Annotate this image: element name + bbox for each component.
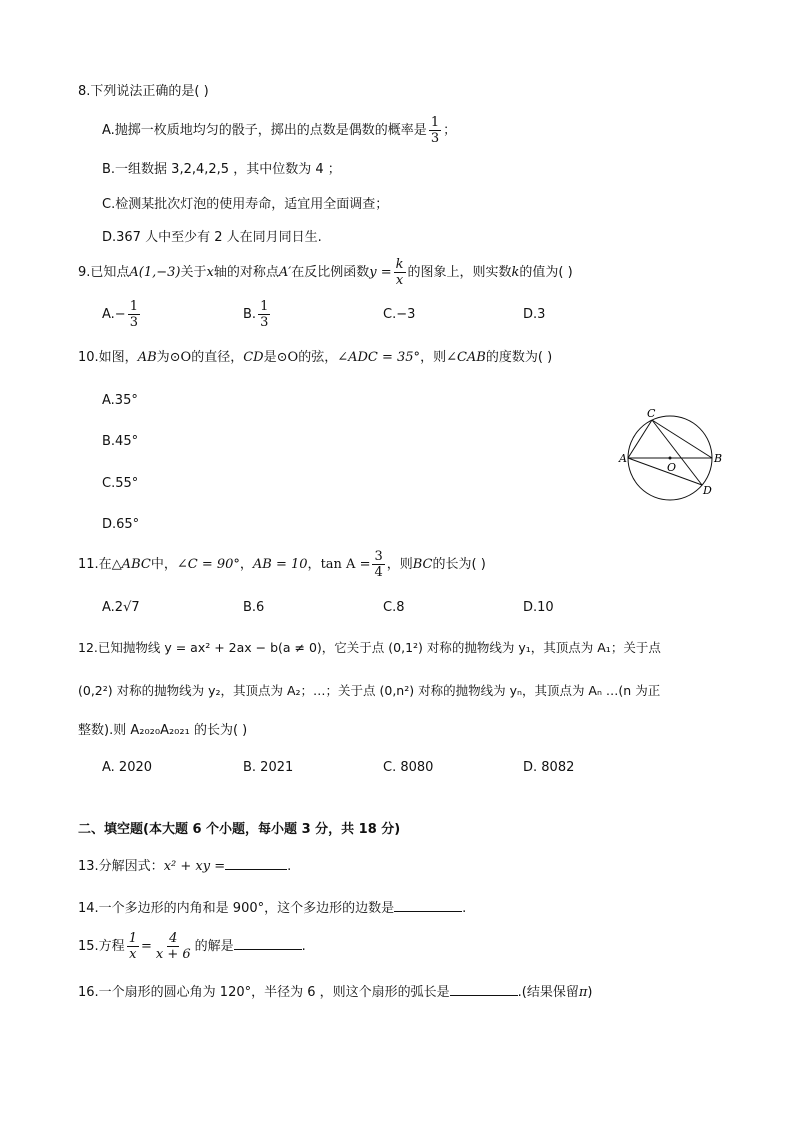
q9-k: k (511, 265, 520, 280)
segment-cb (652, 420, 712, 458)
q8-a-den: 3 (430, 131, 440, 146)
q9-stem (78, 256, 573, 290)
segment-ac (628, 420, 652, 458)
q15-mid: 的解是 (194, 939, 234, 954)
q11-tri: △ABC (111, 557, 151, 572)
q12-option-d: D. 8082 (523, 760, 575, 775)
q9-option-d: D.3 (523, 307, 546, 322)
q11-post: 的长为( ) (432, 557, 486, 572)
q16 (78, 983, 593, 1003)
label-b: B (714, 452, 723, 465)
q8-option-b: B.一组数据 3,2,4,2,5 ，其中位数为 4 ； (102, 162, 341, 177)
q9-mid4: 的图象上，则实数 (407, 265, 512, 280)
q9-option-a (102, 298, 142, 332)
label-o: O (667, 461, 677, 474)
q14 (78, 899, 466, 919)
q10-circle1: ⊙O (169, 350, 192, 365)
segment-ad (628, 458, 702, 485)
q16-close: ) (587, 985, 593, 1000)
q9-option-c: C.−3 (383, 307, 416, 322)
section-fill-in-title: 二、填空题(本大题 6 个小题，每小题 3 分，共 18 分) (78, 822, 401, 837)
q13-answer-blank[interactable] (225, 857, 287, 870)
q13-pre: 13.分解因式： (78, 859, 164, 874)
q11-stem (78, 548, 486, 582)
q14-answer-blank[interactable] (394, 899, 462, 912)
q15 (78, 930, 306, 964)
q15-right-fraction (154, 931, 193, 962)
q12-option-c: C. 8080 (383, 760, 434, 775)
q10-angle: ∠ADC = 35° (337, 350, 421, 365)
q8-option-a-fraction (429, 115, 441, 146)
q8-option-c: C.检测某批次灯泡的使用寿命，适宜用全面调查； (102, 197, 389, 212)
q9-mid1: 关于 (180, 265, 207, 280)
q15-post: . (301, 939, 306, 954)
q9-a-den: 3 (129, 315, 138, 330)
q10-mid1: 为 (156, 350, 170, 365)
q15-left-fraction (127, 931, 139, 962)
q9-mid2: 轴的对称点 (213, 265, 279, 280)
q16-pre: 16.一个扇形的圆心角为 120°，半径为 6 ，则这个扇形的弧长是 (78, 985, 450, 1000)
q11-tan-num: 3 (374, 549, 383, 564)
q9-axis: x (206, 265, 214, 280)
q10-mid2: 的直径， (191, 350, 244, 365)
chord-cd (652, 420, 702, 485)
q11-mid2: ，则 (386, 557, 413, 572)
q14-pre: 14.一个多边形的内角和是 900°，这个多边形的边数是 (78, 901, 395, 916)
q15-r-den: x + 6 (155, 947, 191, 962)
circle-figure (615, 405, 735, 505)
q11-option-d: D.10 (523, 600, 554, 615)
q8-option-a-text: A.抛掷一枚质地均匀的骰子，掷出的点数是偶数的概率是 (102, 123, 427, 138)
q9-fn-num: k (395, 257, 404, 272)
q11-tan-den: 4 (374, 565, 383, 580)
q9-a-label: A. (102, 307, 115, 322)
q11-option-a: A.2√7 (102, 600, 140, 615)
q15-pre: 15.方程 (78, 939, 125, 954)
q9-fn-den: x (395, 273, 404, 288)
q9-pre: 9.已知点 (78, 265, 130, 280)
q16-pi: π (578, 985, 588, 1000)
q12-line2: (0,2²) 对称的抛物线为 y₂，其顶点为 A₂；…；关于点 (0,n²) 对称的抛物线为 yₙ，其顶点为 Aₙ …(n 为正 (78, 683, 661, 698)
q10-mid4: 的弦， (298, 350, 338, 365)
q12-option-a: A. 2020 (102, 760, 153, 775)
q14-post: . (462, 901, 467, 916)
q11-pre: 11.在 (78, 557, 112, 572)
q10-post: 的度数为( ) (485, 350, 553, 365)
q11-bc: BC (412, 557, 433, 572)
q10-stem (78, 348, 552, 368)
label-c: C (647, 407, 656, 420)
q10-option-d: D.65° (102, 517, 140, 532)
q11-tan-fraction (372, 549, 384, 580)
q16-post: .(结果保留 (517, 985, 579, 1000)
q8-a-num: 1 (430, 115, 440, 130)
q9-mid3: 在反比例函数 (291, 265, 370, 280)
q12-line3: 整数).则 A₂₀₂₀A₂₀₂₁ 的长为( ) (78, 723, 248, 738)
label-a: A (619, 452, 627, 465)
q9-a-fraction (128, 299, 140, 330)
q10-ab: AB (137, 350, 157, 365)
q13-post: . (287, 859, 292, 874)
q9-b-den: 3 (260, 315, 269, 330)
q12-line1: 12.已知抛物线 y = ax² + 2ax − b(a ≠ 0)，它关于点 (0,1²) 对称的抛物线为 y₁，其顶点为 A₁；关于点 (78, 640, 661, 655)
q10-circle2: ⊙O (276, 350, 299, 365)
q9-a-sign: − (114, 307, 126, 322)
q15-answer-blank[interactable] (234, 937, 302, 950)
q15-r-num: 4 (169, 931, 178, 946)
q11-comma1: ， (239, 557, 253, 572)
q9-image-point: A′ (278, 265, 292, 280)
q10-angle2: ∠CAB (446, 350, 486, 365)
q10-option-c: C.55° (102, 476, 139, 491)
q11-c90: ∠C = 90° (176, 557, 240, 572)
q9-option-b (243, 298, 272, 332)
q11-mid1: 中， (150, 557, 177, 572)
q13 (78, 857, 291, 877)
q12-option-b: B. 2021 (243, 760, 294, 775)
q10-pre: 10.如图， (78, 350, 138, 365)
q10-mid3: 是 (263, 350, 277, 365)
q9-b-label: B. (243, 307, 257, 322)
q16-answer-blank[interactable] (450, 983, 518, 996)
q9-point: A(1,−3) (129, 265, 181, 280)
q9-post: 的值为( ) (519, 265, 573, 280)
q8-option-d: D.367 人中至少有 2 人在同月同日生. (102, 230, 322, 245)
q8-option-a (102, 114, 456, 148)
q15-l-den: x (129, 947, 137, 962)
q9-b-num: 1 (260, 299, 269, 314)
label-d: D (703, 484, 712, 497)
q10-option-a: A.35° (102, 393, 138, 408)
q9-a-num: 1 (129, 299, 138, 314)
q11-comma2: ， (307, 557, 321, 572)
q15-eq: = (140, 939, 152, 954)
q9-fn-fraction (394, 257, 406, 288)
q8-option-a-end: ； (443, 123, 457, 138)
q15-l-num: 1 (128, 931, 137, 946)
q13-expr: x² + xy = (163, 859, 226, 874)
q9-fn-lhs: y = (369, 265, 392, 280)
q11-ab10: AB = 10 (252, 557, 308, 572)
q10-mid5: ，则 (420, 350, 447, 365)
center-dot (669, 457, 672, 460)
q11-option-c: C.8 (383, 600, 405, 615)
q8-stem: 8.下列说法正确的是( ) (78, 84, 209, 99)
q10-cd: CD (243, 350, 264, 365)
q11-tan: tan A = (320, 557, 371, 572)
q11-option-b: B.6 (243, 600, 265, 615)
q10-option-b: B.45° (102, 434, 139, 449)
q9-b-fraction (258, 299, 270, 330)
